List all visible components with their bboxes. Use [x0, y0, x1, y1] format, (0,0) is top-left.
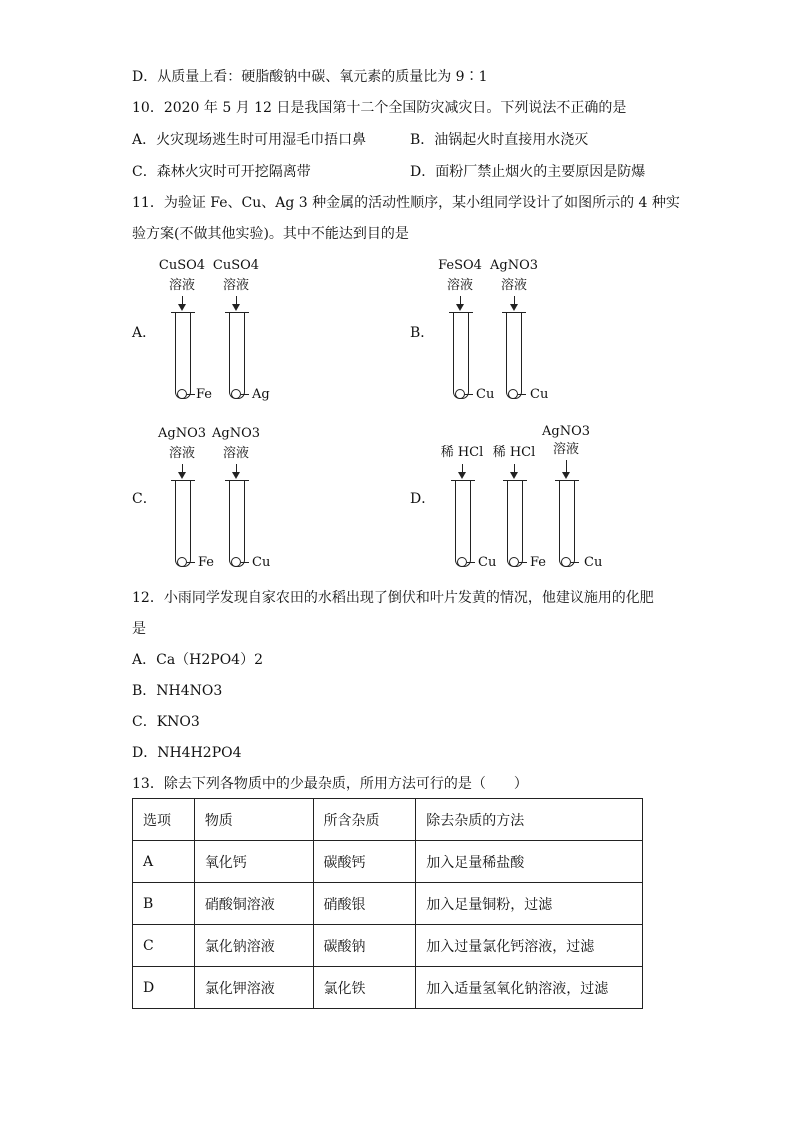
diagram-d-tube3-solution: 溶液: [552, 442, 579, 457]
test-tube-icon: [229, 312, 245, 399]
table-header-row: [133, 799, 643, 841]
diagram-b-tube1-reagent: FeSO4: [438, 258, 482, 273]
test-tube-icon: [453, 312, 469, 399]
table-cell: D: [133, 967, 195, 1009]
leader-line: [467, 562, 475, 563]
diagram-a-tube1-metal: Fe: [196, 387, 213, 402]
test-tube-icon: [175, 312, 191, 399]
q10-option-d: D．面粉厂禁止烟火的主要原因是防爆: [410, 164, 646, 180]
table-cell: 氯化钠溶液: [194, 925, 313, 967]
table-cell: 氧化钙: [194, 841, 313, 883]
diagram-c-tube2-reagent: AgNO3: [212, 426, 261, 441]
metal-sample-icon: [231, 557, 241, 567]
arrow-icon: [236, 464, 237, 473]
leader-line: [187, 394, 195, 395]
leader-line: [241, 394, 249, 395]
q13-table: [132, 798, 643, 1009]
q12-option-b: B．NH4NO3: [132, 683, 223, 699]
diagram-c-tube1-solution: 溶液: [168, 446, 195, 461]
diagram-a-tube2-metal: Ag: [252, 387, 270, 402]
diagram-b-tube2-solution: 溶液: [500, 278, 527, 293]
diagram-b-tube2-reagent: AgNO3: [490, 258, 539, 273]
leader-line: [187, 562, 195, 563]
table-cell: 碳酸钙: [313, 841, 416, 883]
metal-sample-icon: [561, 557, 571, 567]
diagram-d-tube2-metal: Fe: [530, 555, 547, 570]
diagram-d-tube1-metal: Cu: [478, 555, 497, 570]
diagram-c-tube2-metal: Cu: [252, 555, 271, 570]
table-cell: 加入足量铜粉，过滤: [416, 883, 643, 925]
diagram-b-label: B．: [410, 325, 435, 341]
diagram-a-tube2-reagent: CuSO4: [212, 258, 260, 273]
diagram-a-label: A．: [132, 325, 157, 341]
diagram-a-tube2-solution: 溶液: [222, 278, 249, 293]
diagram-c-label: C．: [132, 491, 157, 507]
arrow-icon: [182, 464, 183, 473]
test-tube-icon: [507, 480, 523, 567]
metal-sample-icon: [509, 557, 519, 567]
metal-sample-icon: [457, 557, 467, 567]
leader-line: [571, 562, 579, 563]
q10-option-b: B．油锅起火时直接用水浇灭: [410, 132, 589, 148]
metal-sample-icon: [508, 389, 518, 399]
arrow-icon: [514, 296, 515, 305]
diagram-a-tube1-solution: 溶液: [168, 278, 195, 293]
q10-option-a: A．火灾现场逃生时可用湿毛巾捂口鼻: [132, 132, 367, 148]
arrow-icon: [236, 296, 237, 305]
leader-line: [241, 562, 249, 563]
table-row: [133, 841, 643, 883]
arrow-icon: [566, 460, 567, 473]
q10-option-c: C．森林火灾时可开挖隔离带: [132, 164, 311, 180]
table-cell: 加入过量氯化钙溶液，过滤: [416, 925, 643, 967]
diagram-a-tube1-reagent: CuSO4: [158, 258, 206, 273]
table-cell: 硝酸银: [313, 883, 416, 925]
q12-stem-line2: 是: [132, 621, 146, 637]
q12-stem-line1: 12．小雨同学发现自家农田的水稻出现了倒伏和叶片发黄的情况，他建议施用的化肥: [132, 590, 654, 606]
leader-line: [518, 394, 526, 395]
table-cell: B: [133, 883, 195, 925]
table-cell: 硝酸铜溶液: [194, 883, 313, 925]
diagram-d-label: D．: [410, 491, 436, 507]
diagram-b-tube1-metal: Cu: [476, 387, 495, 402]
leader-line: [465, 394, 473, 395]
diagram-b-tube1-solution: 溶液: [446, 278, 473, 293]
header-cell: 选项: [133, 799, 195, 841]
q9-option-d: D．从质量上看：硬脂酸钠中碳、氧元素的质量比为 9∶1: [132, 69, 488, 85]
header-cell: 除去杂质的方法: [416, 799, 643, 841]
q11-stem-line1: 11．为验证 Fe、Cu、Ag 3 种金属的活动性顺序，某小组同学设计了如图所示的 4 种实: [132, 195, 680, 211]
arrow-icon: [514, 464, 515, 473]
leader-line: [519, 562, 527, 563]
diagram-d-tube3-metal: Cu: [584, 555, 603, 570]
q10-stem: 10．2020 年 5 月 12 日是我国第十二个全国防灾减灾日。下列说法不正确的是: [132, 100, 627, 116]
arrow-icon: [182, 296, 183, 305]
table-cell: C: [133, 925, 195, 967]
diagram-d-tube2-reagent: 稀 HCl: [492, 445, 536, 460]
test-tube-icon: [175, 480, 191, 567]
q12-option-a: A．Ca（H2PO4）2: [132, 652, 263, 668]
table-cell: 加入足量稀盐酸: [416, 841, 643, 883]
table-cell: 氯化钾溶液: [194, 967, 313, 1009]
table-cell: 加入适量氢氧化钠溶液，过滤: [416, 967, 643, 1009]
table-row: [133, 883, 643, 925]
diagram-c-tube1-reagent: AgNO3: [158, 426, 207, 441]
diagram-d-tube1-reagent: 稀 HCl: [440, 445, 484, 460]
metal-sample-icon: [455, 389, 465, 399]
arrow-icon: [460, 296, 461, 305]
diagram-c-tube2-solution: 溶液: [222, 446, 249, 461]
q11-stem-line2: 验方案(不做其他实验)。其中不能达到目的是: [132, 226, 409, 242]
q12-option-d: D．NH4H2PO4: [132, 745, 242, 761]
header-cell: 物质: [194, 799, 313, 841]
test-tube-icon: [559, 480, 575, 567]
metal-sample-icon: [177, 389, 187, 399]
table-cell: A: [133, 841, 195, 883]
table-row: [133, 925, 643, 967]
table-cell: 碳酸钠: [313, 925, 416, 967]
diagram-c-tube1-metal: Fe: [198, 555, 215, 570]
diagram-b-tube2-metal: Cu: [530, 387, 549, 402]
table-cell: 氯化铁: [313, 967, 416, 1009]
test-tube-icon: [229, 480, 245, 567]
q12-option-c: C．KNO3: [132, 714, 200, 730]
arrow-icon: [462, 464, 463, 473]
test-tube-icon: [506, 312, 522, 399]
metal-sample-icon: [231, 389, 241, 399]
q13-stem: 13．除去下列各物质中的少最杂质，所用方法可行的是（ ）: [132, 776, 528, 792]
header-cell: 所含杂质: [313, 799, 416, 841]
test-tube-icon: [455, 480, 471, 567]
table-row: [133, 967, 643, 1009]
diagram-d-tube3-reagent: AgNO3: [542, 424, 591, 439]
metal-sample-icon: [177, 557, 187, 567]
